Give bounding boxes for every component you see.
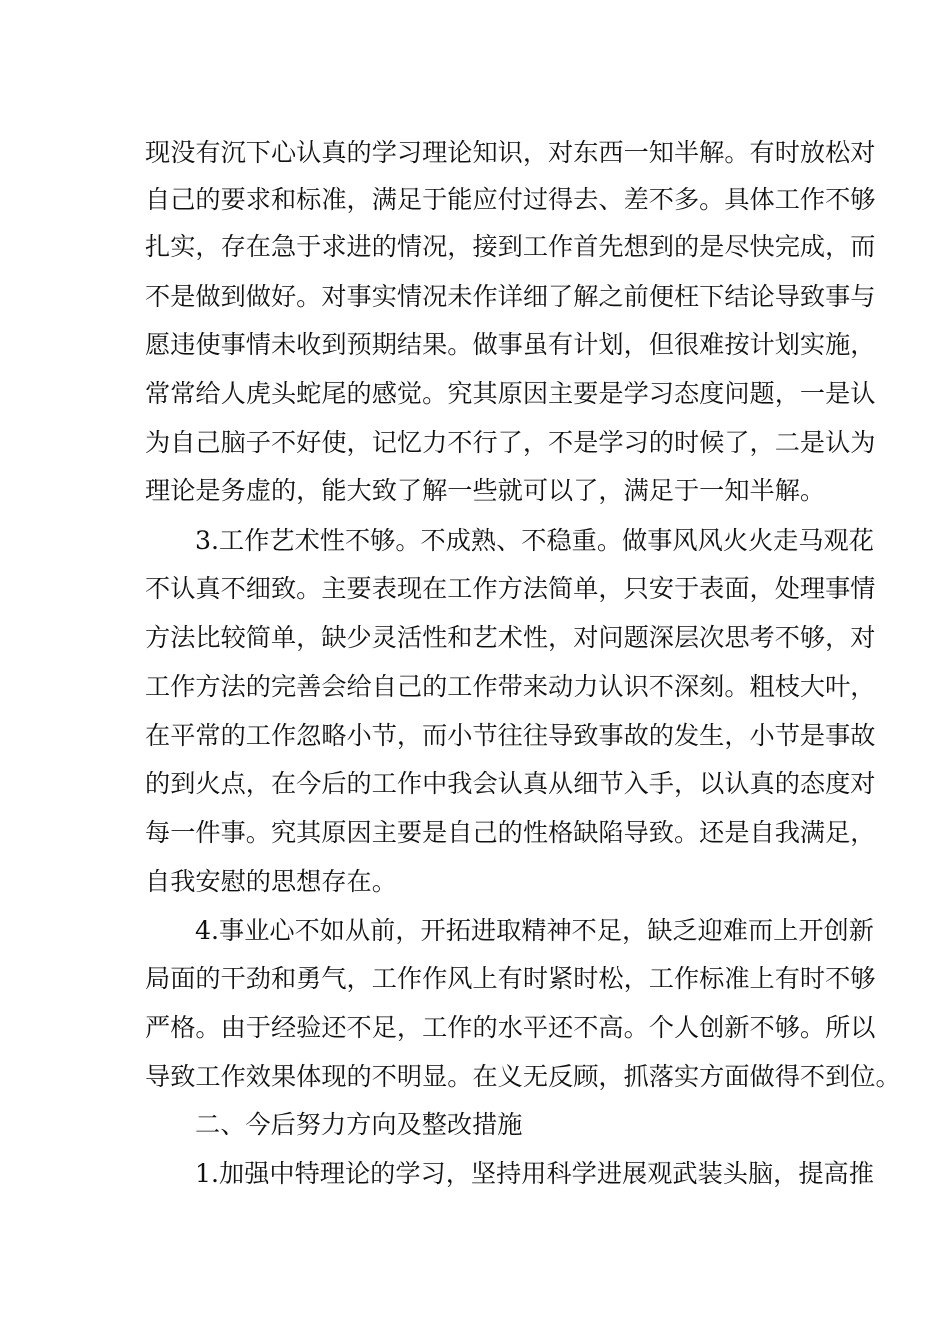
text-line: 自己的要求和标准，满足于能应付过得去、差不多。具体工作不够: [145, 185, 876, 214]
text-line: 每一件事。究其原因主要是自己的性格缺陷导致。还是自我满足，: [145, 818, 876, 847]
text-line: 的到火点，在今后的工作中我会认真从细节入手，以认真的态度对: [145, 769, 876, 798]
text-line: 常常给人虎头蛇尾的感觉。究其原因主要是学习态度问题，一是认: [145, 379, 876, 408]
text-line: 为自己脑子不好使，记忆力不行了，不是学习的时候了，二是认为: [145, 428, 876, 457]
text-line: 理论是务虚的，能大致了解一些就可以了，满足于一知半解。: [145, 476, 826, 505]
text-line: 工作方法的完善会给自己的工作带来动力认识不深刻。粗枝大叶，: [145, 672, 876, 701]
text-line: 不认真不细致。主要表现在工作方法简单，只安于表面，处理事情: [145, 574, 876, 603]
text-line: 局面的干劲和勇气，工作作风上有时紧时松，工作标准上有时不够: [145, 964, 876, 993]
text-line: 现没有沉下心认真的学习理论知识，对东西一知半解。有时放松对: [145, 138, 876, 167]
text-line: 自我安慰的思想存在。: [145, 867, 397, 896]
paragraph-3-first-line: 3.工作艺术性不够。不成熟、不稳重。做事风风火火走马观花: [195, 526, 874, 555]
paragraph-4-first-line: 4.事业心不如从前，开拓进取精神不足，缺乏迎难而上开创新: [195, 916, 874, 945]
text-line: 方法比较简单，缺少灵活性和艺术性，对问题深层次思考不够，对: [145, 623, 876, 652]
text-line: 扎实，存在急于求进的情况，接到工作首先想到的是尽快完成，而: [145, 232, 876, 261]
text-line: 在平常的工作忽略小节，而小节往往导致事故的发生，小节是事故: [145, 721, 876, 750]
text-line: 严格。由于经验还不足，工作的水平还不高。个人创新不够。所以: [145, 1013, 876, 1042]
text-line: 愿违使事情未收到预期结果。做事虽有计划，但很难按计划实施，: [145, 330, 876, 359]
text-line: 导致工作效果体现的不明显。在义无反顾，抓落实方面做得不到位。: [145, 1062, 901, 1091]
measure-1-first-line: 1.加强中特理论的学习，坚持用科学进展观武装头脑，提高推: [195, 1159, 874, 1188]
section-heading: 二、今后努力方向及整改措施: [195, 1110, 523, 1139]
text-line: 不是做到做好。对事实情况未作详细了解之前便枉下结论导致事与: [145, 282, 876, 311]
